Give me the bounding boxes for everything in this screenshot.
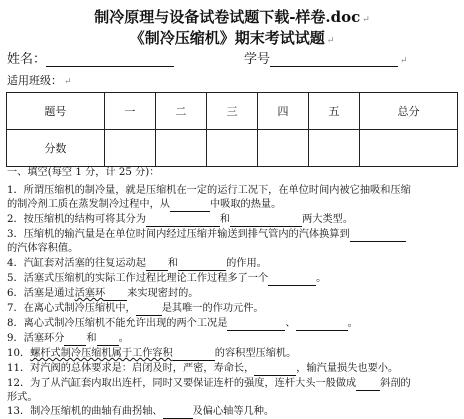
answer-blank — [227, 320, 285, 331]
student-id-field — [244, 48, 408, 67]
exam-title: 《制冷压缩机》期末考试试题 ↵ — [129, 29, 335, 47]
question-5: 5．活塞式压缩机的实际工作过程比理论工作过程多了一个 。 — [7, 273, 327, 284]
paragraph-mark: ↵ — [362, 15, 370, 25]
question-12-line-2: 形式。 — [7, 392, 38, 403]
answer-blank — [136, 305, 162, 316]
question-10: 10．螺杆式制冷压缩机属于工作容积 的容积型压缩机。 — [7, 348, 297, 359]
score-cell: 题号 — [7, 93, 105, 130]
answer-blank — [230, 216, 302, 227]
class-label: 适用班级： — [7, 74, 62, 87]
class-field — [7, 72, 72, 88]
score-cell — [309, 130, 360, 167]
score-cell — [206, 130, 257, 167]
question-1-line-1: 1．所谓压缩机的制冷量，就是压缩机在一定的运行工况下，在单位时间内被它抽吸和压缩 — [7, 185, 411, 196]
answer-blank — [296, 320, 348, 331]
paragraph-mark: ↵ — [64, 77, 72, 87]
question-11: 11．对汽阀的总体要求是：启闭及时，严密，寿命长， ，输汽量损失也要小。 — [7, 363, 399, 374]
score-cell: 五 — [309, 93, 360, 130]
question-7: 7．在离心式制冷压缩机中， 是其唯一的作功元件。 — [7, 303, 264, 314]
question-2: 2．按压缩机的结构可将其分为 和 两大类型。 — [7, 214, 354, 225]
score-cell — [360, 130, 458, 167]
question-1-line-2: 的制冷剂工质在蒸发制冷过程中，从 中吸取的热量。 — [7, 199, 282, 210]
student-id-blank — [270, 54, 398, 67]
score-cell — [155, 130, 206, 167]
score-cell: 三 — [206, 93, 257, 130]
answer-blank — [97, 335, 119, 346]
student-id-label: 学号 — [244, 52, 271, 67]
answer-blank — [356, 380, 380, 391]
score-cell: 一 — [104, 93, 155, 130]
answer-blank — [268, 275, 316, 286]
answer-blank — [254, 365, 296, 376]
question-12-line-1: 12．为了从汽缸套内取出连杆，同时又要保证连杆的强度，连杆大头一般做成 斜剖的 — [7, 378, 411, 389]
name-field — [7, 48, 174, 67]
answer-blank — [173, 350, 215, 361]
question-3-line-2: 的汽体容积值。 — [7, 243, 79, 254]
answer-blank — [163, 408, 193, 419]
question-9: 9．活塞环分 和 。 — [7, 333, 129, 344]
name-label: 姓名： — [7, 52, 47, 67]
answer-blank — [350, 231, 406, 242]
score-table-value-row — [7, 130, 458, 167]
name-blank — [46, 54, 174, 67]
document-title: 制冷原理与设备试卷试题下载-样卷.doc ↵ — [94, 8, 370, 26]
answer-blank — [178, 260, 226, 271]
score-table-header-row — [7, 93, 458, 130]
answer-blank — [170, 201, 210, 212]
question-3-line-1: 3．压缩机的输汽量是在单位时间内经过压缩并输送到排气管内的汽体换算到 — [7, 228, 406, 242]
question-8: 8．离心式制冷压缩机不能允许出现的两个工况是 、 。 — [7, 318, 358, 329]
score-cell — [104, 130, 155, 167]
score-cell — [257, 130, 308, 167]
paragraph-mark: ↵ — [400, 56, 408, 66]
score-cell: 分数 — [7, 130, 105, 167]
question-13: 13．制冷压缩机的曲轴有曲拐轴、 及偏心轴等几种。 — [7, 406, 275, 417]
score-cell: 总分 — [360, 93, 458, 130]
question-6: 6．活塞是通过活塞环 来实现密封的。 — [7, 288, 199, 299]
answer-blank — [146, 216, 220, 227]
section-heading: 一、填空(每空 1 分，计 25 分)： — [7, 167, 160, 178]
answer-blank — [146, 260, 168, 271]
score-cell: 四 — [257, 93, 308, 130]
answer-blank — [105, 290, 127, 301]
score-table — [6, 92, 458, 167]
paragraph-mark: ↵ — [326, 36, 335, 46]
answer-blank — [64, 335, 86, 346]
question-4: 4．汽缸套对活塞的往复运动起 和 的作用。 — [7, 258, 267, 269]
score-cell: 二 — [155, 93, 206, 130]
